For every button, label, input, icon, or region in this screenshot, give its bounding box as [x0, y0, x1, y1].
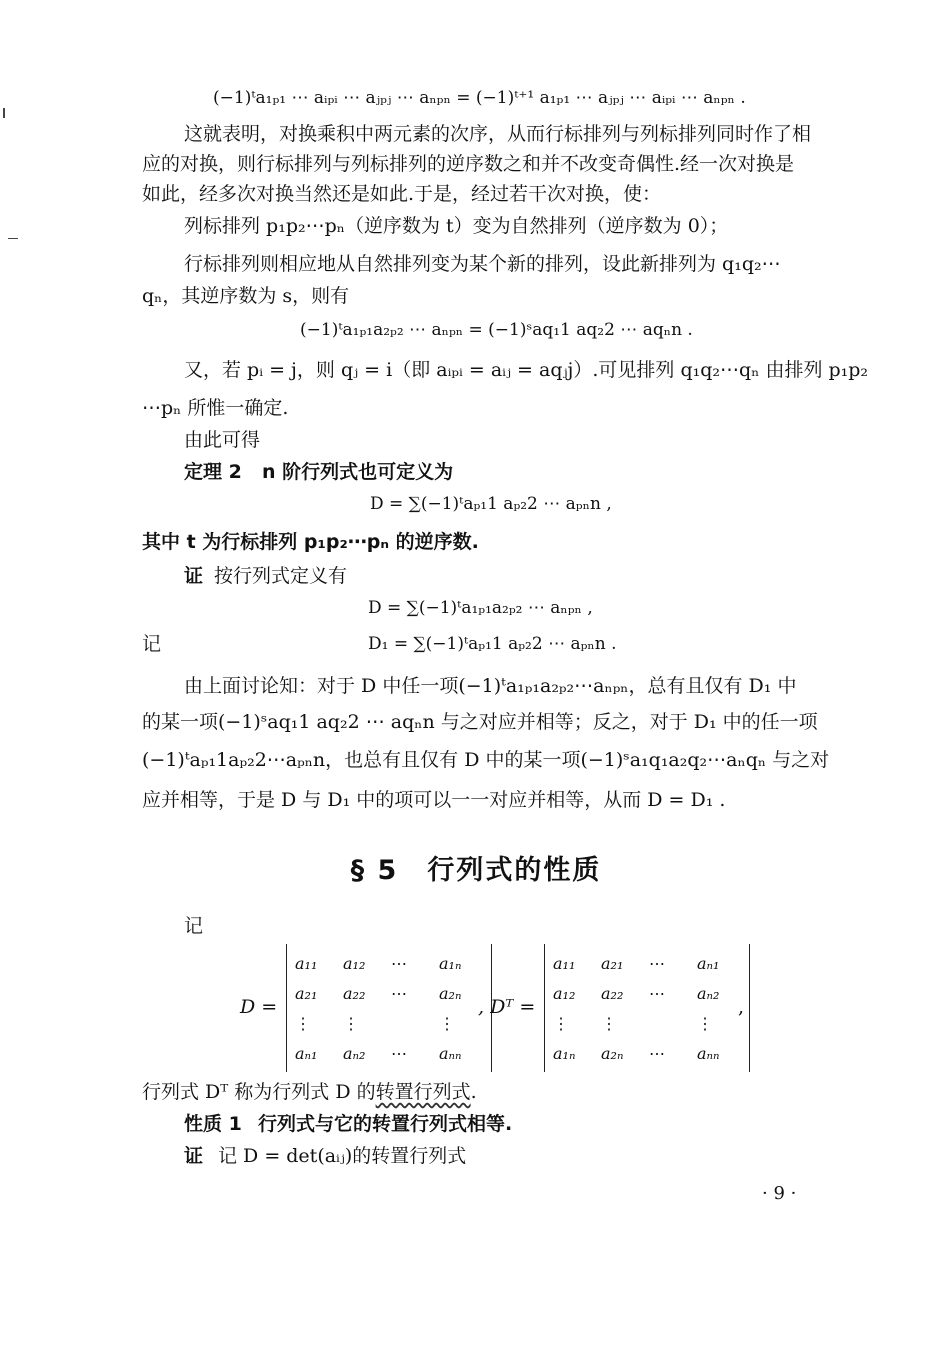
margin-mark — [8, 238, 18, 239]
theorem-label: 定理 2 — [184, 461, 242, 483]
matrix-dt-cell: a₂₂ — [601, 983, 624, 1003]
matrix-d-cell: a₁ₙ — [439, 953, 462, 973]
matrix-dt-cell: ⋮ — [553, 1013, 570, 1033]
formula-1: (−1)ᵗa₁ₚ₁ ⋯ aᵢₚᵢ ⋯ aⱼₚⱼ ⋯ aₙₚₙ = (−1)ᵗ⁺¹ a₁ₚ₁ ⋯ aⱼₚⱼ ⋯ aᵢₚᵢ ⋯ aₙₚₙ . — [213, 88, 746, 108]
matrix-d-cell: aₙₙ — [439, 1043, 462, 1063]
paragraph-1-line-2: 应的对换，则行标排列与列标排列的逆序数之和并不改变奇偶性.经一次对换是 — [142, 153, 795, 175]
paragraph-3-line-2: qₙ，其逆序数为 s，则有 — [142, 285, 350, 307]
matrix-dt — [544, 944, 750, 1072]
matrix-d-cell: a₂ₙ — [439, 983, 462, 1003]
formula-3: D = ∑(−1)ᵗaₚ₁1 aₚ₂2 ⋯ aₚₙn , — [370, 494, 612, 514]
paragraph-6-line-2: 的某一项(−1)ˢaq₁1 aq₂2 ⋯ aqₙn 与之对应并相等；反之，对于 D₁ 中的任一项 — [142, 711, 818, 733]
paragraph-4-line-1: 又，若 pᵢ = j，则 qⱼ = i（即 aᵢₚᵢ = aᵢⱼ = aqⱼj）.可见排列 q₁q₂⋯qₙ 由排列 p₁p₂ — [184, 359, 869, 381]
theorem-text: n 阶行列式也可定义为 — [262, 461, 454, 483]
det-dt-label: , Dᵀ = — [478, 996, 536, 1018]
paragraph-5: 由此可得 — [184, 429, 261, 451]
paragraph-1-line-1: 这就表明，对换乘积中两元素的次序，从而行标排列与列标排列同时作了相 — [184, 123, 812, 145]
proof-2-text: 记 D = det(aᵢⱼ)的转置行列式 — [218, 1145, 467, 1167]
matrix-dt-cell: ⋯ — [649, 953, 666, 973]
transpose-def-prefix: 行列式 Dᵀ 称为行列式 D 的 — [142, 1081, 376, 1103]
det-d-label: D = — [240, 996, 278, 1018]
transpose-def-term: 转置行列式 — [375, 1081, 471, 1103]
matrix-dt-row — [551, 948, 743, 978]
matrix-dt-cell: aₙ₂ — [697, 983, 720, 1003]
formula-5: D₁ = ∑(−1)ᵗaₚ₁1 aₚ₂2 ⋯ aₚₙn . — [368, 634, 617, 654]
transpose-definition — [142, 1080, 477, 1104]
matrix-dt-cell: a₂ₙ — [601, 1043, 624, 1063]
paragraph-6-line-3: (−1)ᵗaₚ₁1aₚ₂2⋯aₚₙn，也总有且仅有 D 中的某一项(−1)ˢa₁q₁a₂q₂⋯aₙqₙ 与之对 — [142, 749, 830, 771]
matrix-d-cell: a₂₂ — [343, 983, 366, 1003]
matrix-d-cell: a₁₁ — [295, 953, 318, 973]
paragraph-2: 列标排列 p₁p₂⋯pₙ（逆序数为 t）变为自然排列（逆序数为 0）； — [184, 215, 729, 237]
formula-2: (−1)ᵗa₁ₚ₁a₂ₚ₂ ⋯ aₙₚₙ = (−1)ˢaq₁1 aq₂2 ⋯ aqₙn . — [300, 320, 693, 340]
property-1-text: 行列式与它的转置行列式相等. — [258, 1113, 513, 1135]
proof-2-label: 证 — [184, 1145, 204, 1167]
matrix-dt-row — [551, 978, 743, 1008]
det-tail: , — [738, 996, 745, 1018]
matrix-dt-cell: a₁ₙ — [553, 1043, 576, 1063]
matrix-dt-table — [551, 948, 743, 1068]
determinant-definitions — [240, 944, 760, 1074]
matrix-d-cell: ⋯ — [391, 983, 408, 1003]
matrix-d-table — [293, 948, 485, 1068]
paragraph-4-line-2: ⋯pₙ 所惟一确定. — [142, 397, 289, 419]
matrix-dt-cell: ⋯ — [649, 1043, 666, 1063]
matrix-dt-cell: ⋯ — [649, 983, 666, 1003]
section-heading: § 5 行列式的性质 — [350, 855, 602, 886]
proof-label: 证 — [184, 565, 204, 587]
matrix-dt-row — [551, 1038, 743, 1068]
paragraph-1-line-3: 如此，经多次对换当然还是如此.于是，经过若干次对换，使： — [142, 183, 662, 205]
transpose-def-suffix: . — [470, 1081, 477, 1103]
matrix-dt-cell — [647, 1008, 695, 1038]
ji2-label: 记 — [184, 915, 204, 937]
matrix-dt-cell: a₂₁ — [601, 953, 624, 973]
ji-label: 记 — [142, 633, 162, 655]
matrix-dt-cell: aₙₙ — [697, 1043, 720, 1063]
page-number: · 9 · — [762, 1183, 797, 1204]
matrix-d-cell: ⋯ — [391, 1043, 408, 1063]
property-1-label: 性质 1 — [184, 1113, 242, 1135]
matrix-d-row — [293, 1008, 485, 1038]
matrix-dt-cell: ⋮ — [601, 1013, 618, 1033]
matrix-dt-cell: a₁₂ — [553, 983, 576, 1003]
matrix-dt-cell: a₁₁ — [553, 953, 576, 973]
matrix-d-cell: aₙ₂ — [343, 1043, 366, 1063]
matrix-d-cell: a₂₁ — [295, 983, 318, 1003]
margin-mark — [3, 108, 5, 118]
paragraph-6-line-4: 应并相等，于是 D 与 D₁ 中的项可以一一对应并相等，从而 D = D₁ . — [142, 789, 726, 811]
paragraph-6-line-1: 由上面讨论知：对于 D 中任一项(−1)ᵗa₁ₚ₁a₂ₚ₂⋯aₙₚₙ，总有且仅有 D₁ 中 — [184, 675, 797, 697]
matrix-d-cell: ⋮ — [295, 1013, 312, 1033]
matrix-dt-row — [551, 1008, 743, 1038]
paragraph-3-line-1: 行标排列则相应地从自然排列变为某个新的排列，设此新排列为 q₁q₂⋯ — [184, 253, 781, 275]
matrix-d — [286, 944, 492, 1072]
matrix-d-cell: ⋮ — [439, 1013, 456, 1033]
matrix-d-cell: a₁₂ — [343, 953, 366, 973]
matrix-d-row — [293, 1038, 485, 1068]
matrix-d-cell: ⋮ — [343, 1013, 360, 1033]
proof-text: 按行列式定义有 — [214, 565, 348, 587]
matrix-d-cell — [389, 1008, 437, 1038]
matrix-d-row — [293, 978, 485, 1008]
matrix-d-cell: ⋯ — [391, 953, 408, 973]
matrix-d-row — [293, 948, 485, 978]
matrix-d-cell: aₙ₁ — [295, 1043, 318, 1063]
matrix-dt-cell: aₙ₁ — [697, 953, 720, 973]
matrix-dt-cell: ⋮ — [697, 1013, 714, 1033]
theorem-continuation: 其中 t 为行标排列 p₁p₂⋯pₙ 的逆序数. — [142, 531, 479, 553]
formula-4: D = ∑(−1)ᵗa₁ₚ₁a₂ₚ₂ ⋯ aₙₚₙ , — [368, 598, 593, 618]
